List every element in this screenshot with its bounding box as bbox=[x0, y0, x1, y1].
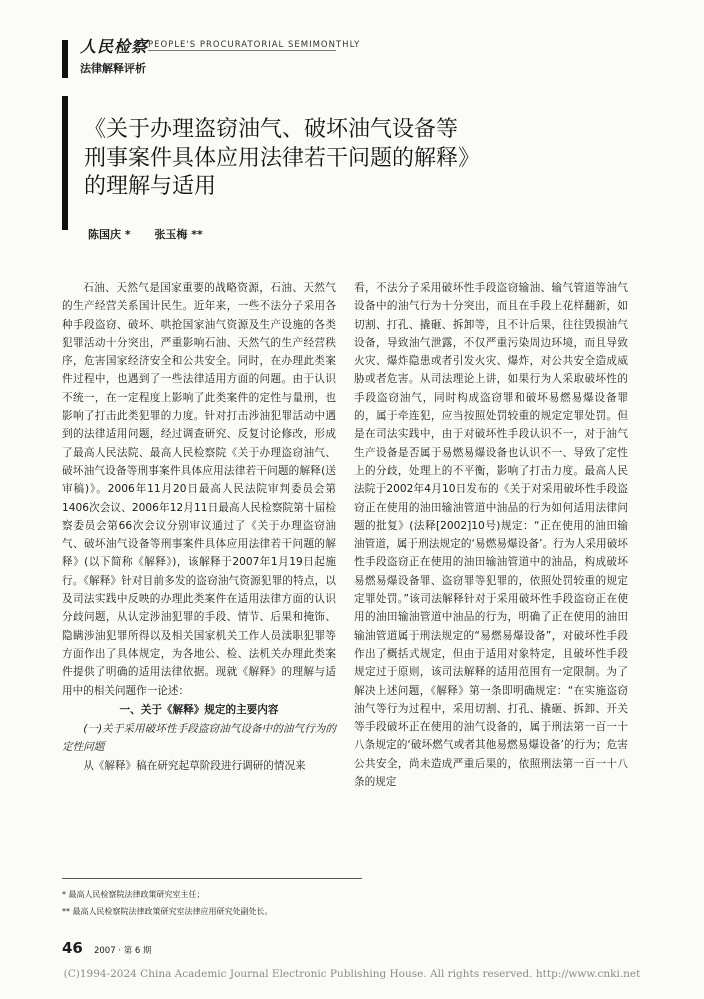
footnotes bbox=[62, 886, 482, 920]
author-list bbox=[88, 226, 203, 242]
author-name: 陈国庆 * bbox=[88, 228, 131, 241]
body-paragraph: 从《解释》稿在研究起草阶段进行调研的情况来 bbox=[83, 759, 306, 772]
issue-label: 2007 · 第 6 期 bbox=[93, 946, 152, 956]
page-footer bbox=[62, 938, 152, 957]
title-line: 刑事案件具体应用法律若干问题的解释》 bbox=[84, 145, 481, 171]
masthead-rule bbox=[62, 40, 68, 78]
author-name: 张玉梅 ** bbox=[154, 228, 203, 241]
subsection-heading: (一)关于采用破坏性手段盗窃油气设备中的油气行为的定性问题 bbox=[62, 723, 336, 754]
body-column-right bbox=[354, 279, 628, 791]
section-label: 法律解释评析 bbox=[80, 62, 146, 75]
body-paragraph: 石油、天然气是国家重要的战略资源，石油、天然气的生产经营关系国计民生。近年来，一些不法分子采用各种手段盗窃、破坏、哄抢国家油气资源及生产设施的各类犯罪活动十分突出，严重影响石油、天然气的生产经营秩序，危害国家经济安全和公共安全。同时，在办理此类案件过程中，也遇到了一些法律适用方面的问题。由于认识不统一，在一定程度上影响了此类案件的定性与量刑，也影响了打击此类犯罪的力度。针对打击涉油犯罪活动中遇到的法律适用问题，经过调查研究、反复讨论修改，形成了最高人民法院、最高人民检察院《关于办理盗窃油气、破坏油气设备等刑事案件具体应用法律若干问题的解释(送审稿)》。2006年11月20日最高人民法院审判委员会第1406次会议、2006年12月11日最高人民检察院第十届检察委员会第66次会议分别审议通过了《关于办理盗窃油气、破坏油气设备等刑事案件具体应用法律若干问题的解释》(以下简称《解释》)，该解释于2007年1月19日起施行。《解释》针对目前多发的盗窃油气资源犯罪的特点，以及司法实践中反映的办理此类案件在适用法律方面的认识分歧问题，从认定涉油犯罪的手段、情节、后果和掩饰、隐瞒涉油犯罪所得以及相关国家机关工作人员渎职犯罪等方面作出了具体规定，为各地公、检、法机关办理此类案件提供了明确的适用法律依据。现就《解释》的理解与适用中的相关问题作一论述： bbox=[62, 282, 336, 697]
page-number: 46 bbox=[62, 939, 83, 957]
section-heading: 一、关于《解释》规定的主要内容 bbox=[119, 703, 279, 716]
copyright-watermark: (C)1994-2024 China Academic Journal Electronic Publishing House. All rights reserved. http://www.cnki.net bbox=[63, 968, 641, 980]
title-line: 《关于办理盗窃油气、破坏油气设备等 bbox=[84, 117, 459, 142]
body-paragraph: 看，不法分子采用破坏性手段盗窃输油、输气管道等油气设备中的油气行为十分突出，而且在手段上花样翻新，如切割、打孔、撬砸、拆卸等，且不计后果，往往毁损油气设备，导致油气泄露，不仅严重污染周边环境，而且导致火灾、爆炸隐患或者引发火灾、爆炸，对公共安全造成威胁或者危害。从司法理论上讲，如果行为人采取破坏性的手段盗窃油气，同时构成盗窃罪和破坏易燃易爆设备罪的，属于牵连犯，应当按照处罚较重的规定定罪处罚。但是在司法实践中，由于对破坏性手段认识不一，对于油气生产设备是否属于易燃易爆设备也认识不一、导致了定性上的分歧，处理上的不平衡，影响了打击力度。最高人民法院于2002年4月10日发布的《关于对采用破坏性手段盗窃正在使用的油田输油管道中油品的行为如何适用法律问题的批复》(法释[2002]10号)规定：“正在使用的油田输油管道，属于刑法规定的‘易燃易爆设备’。行为人采用破坏性手段盗窃正在使用的油田输油管道中的油品，构成破坏易燃易爆设备罪、盗窃罪等犯罪的，依照处罚较重的规定定罪处罚。”该司法解释针对于采用破坏性手段盗窃正在使用的油田输油管道中油品的行为，明确了正在使用的油田输油管道属于刑法规定的“易燃易爆设备”，对破坏性手段作出了概括式规定，但由于适用对象特定，且破坏性手段规定过于原则，该司法解释的适用范围有一定限制。为了解决上述问题，《解释》第一条即明确规定：“在实施盗窃油气等行为过程中，采用切割、打孔、撬砸、拆卸、开关等手段破坏正在使用的油气设备的，属于刑法第一百一十八条规定的‘破坏燃气或者其他易燃易爆设备’的行为；危害公共安全，尚未造成严重后果的，依照刑法第一百一十八条的规定 bbox=[354, 282, 628, 789]
footnote: ** 最高人民检察院法律政策研究室法律应用研究处副处长。 bbox=[62, 907, 273, 916]
title-line: 的理解与适用 bbox=[84, 174, 217, 199]
footnote-rule bbox=[62, 878, 362, 879]
footnote: * 最高人民检察院法律政策研究室主任； bbox=[62, 890, 205, 899]
masthead-underline bbox=[148, 50, 336, 51]
journal-english-name: PEOPLE'S PROCURATORIAL SEMIMONTHLY bbox=[148, 40, 361, 50]
title-bar bbox=[62, 96, 68, 230]
journal-logo: 人民检察 bbox=[80, 37, 149, 56]
article-title bbox=[84, 116, 644, 202]
body-column-left bbox=[62, 279, 336, 775]
